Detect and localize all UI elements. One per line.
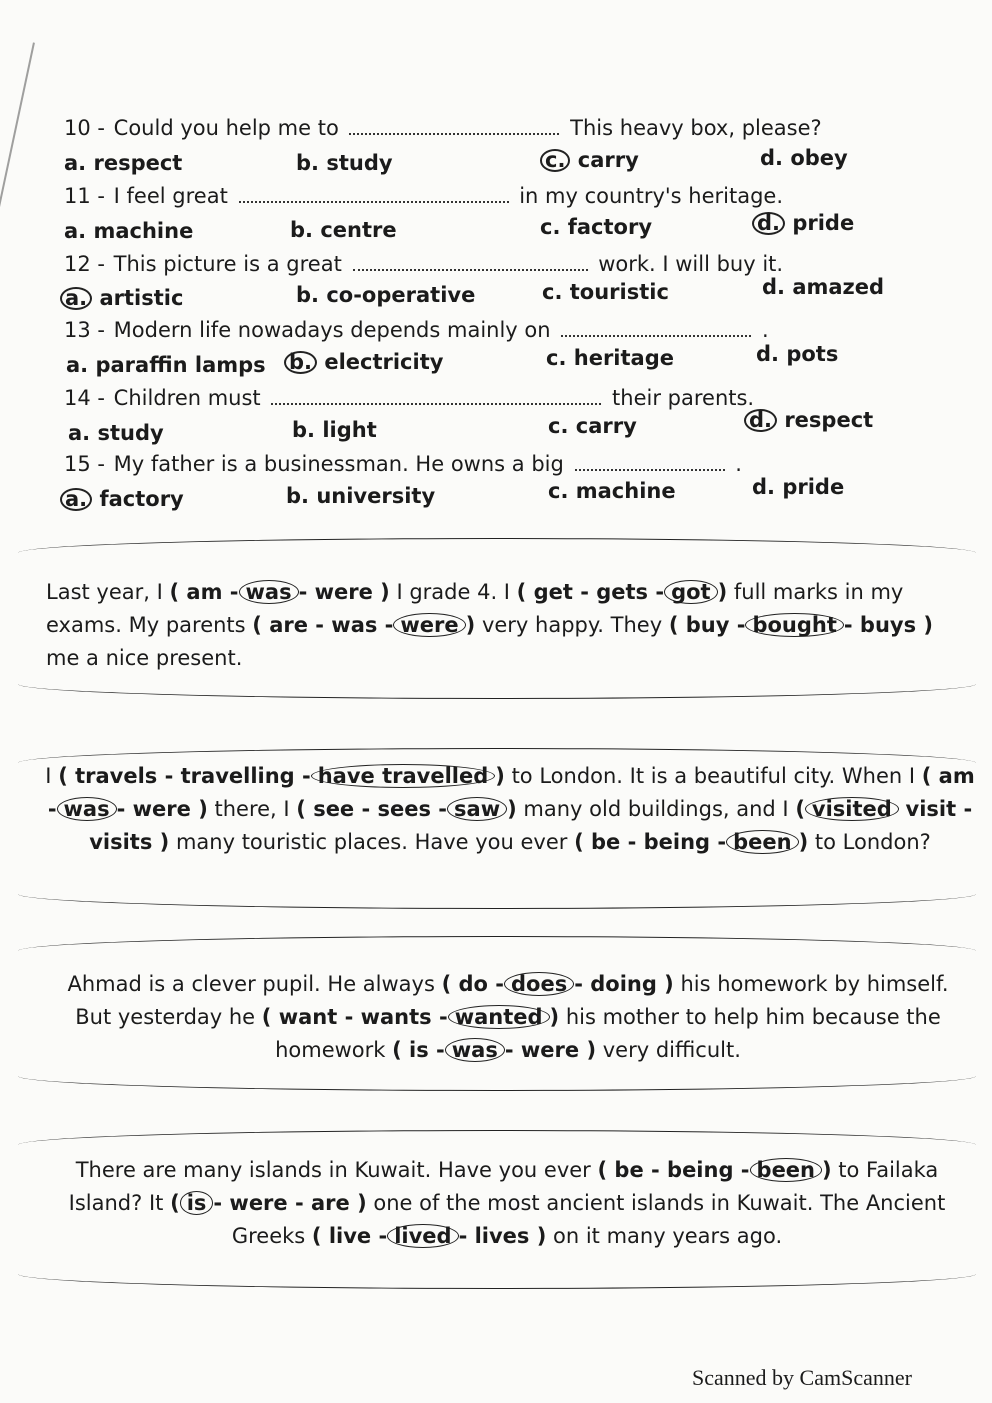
blank-line — [239, 200, 509, 203]
answer-circle: was — [239, 580, 299, 604]
option-13a: a. paraffin lamps — [66, 353, 266, 377]
question-11: 11 - I feel great in my country's heritage. — [64, 184, 783, 208]
blank-line — [561, 334, 751, 337]
option-15c: c. machine — [548, 479, 676, 503]
option-11c: c. factory — [540, 215, 653, 239]
question-10: 10 - Could you help me to This heavy box, please? — [64, 116, 822, 140]
answer-circle: bought — [745, 613, 843, 637]
option-15a: a. factory — [60, 487, 184, 511]
option-14b: b. light — [292, 418, 377, 442]
passage-4-text: There are many islands in Kuwait. Have you ever ( be - being - been ) to Failaka Island? It ( is - were - are ) one of the most ancient islands in Kuwait. The Ancient Greeks ( live - lived - lives ) on it many years ago. — [68, 1158, 946, 1248]
answer-circle: have travelled — [311, 764, 496, 788]
option-14d: d. respect — [744, 408, 873, 432]
box-top-curve — [18, 936, 976, 951]
option-12b: b. co-operative — [296, 283, 476, 307]
answer-circle: were — [393, 613, 465, 637]
question-14: 14 - Children must their parents. — [64, 386, 755, 410]
answer-circle: does — [504, 972, 574, 996]
box-top-curve — [18, 1130, 976, 1145]
option-12c: c. touristic — [542, 280, 669, 304]
answer-circle: been — [750, 1158, 822, 1182]
answer-circle: wanted — [448, 1005, 550, 1029]
answer-circle: was — [57, 797, 117, 821]
passage-box-4 — [18, 1130, 976, 1290]
scan-margin-mark — [0, 42, 35, 277]
option-13d: d. pots — [756, 342, 839, 366]
passage-box-3 — [18, 936, 976, 1092]
option-13b: b. electricity — [284, 350, 443, 374]
answer-circle: d. — [752, 212, 785, 235]
option-12a: a. artistic — [60, 286, 183, 310]
option-15b: b. university — [286, 484, 436, 508]
answer-circle: c. — [540, 149, 570, 172]
passage-box-1 — [18, 538, 976, 700]
option-10d: d. obey — [760, 146, 848, 170]
option-10a: a. respect — [64, 151, 183, 175]
question-13: 13 - Modern life nowadays depends mainly on . — [64, 318, 769, 342]
blank-line — [349, 132, 559, 135]
answer-circle: d. — [744, 409, 777, 432]
blank-line — [271, 402, 601, 405]
option-13c: c. heritage — [546, 346, 674, 370]
option-11d: d. pride — [752, 211, 854, 235]
option-14a: a. study — [68, 421, 164, 445]
question-15: 15 - My father is a businessman. He owns a big . — [64, 452, 742, 476]
answer-circle: visited — [805, 797, 899, 821]
passage-2-text: I ( travels - travelling - have travelled ) to London. It is a beautiful city. When I ( am - was - were ) there, I ( see - sees - saw ) many old buildings, and I ( visited visit - visits ) many touristic places. Have you ever ( be - being - been ) to London? — [45, 764, 975, 854]
answer-circle: was — [445, 1038, 505, 1062]
blank-line — [575, 468, 725, 471]
answer-circle: b. — [284, 351, 317, 374]
option-14c: c. carry — [548, 414, 637, 438]
answer-circle: been — [726, 830, 798, 854]
box-bottom-curve — [18, 894, 976, 909]
option-15d: d. pride — [752, 475, 845, 499]
blank-line — [353, 268, 588, 271]
question-12: 12 - This picture is a great work. I will buy it. — [64, 252, 784, 276]
box-top-curve — [18, 538, 976, 553]
answer-circle: got — [664, 580, 718, 604]
answer-circle: is — [180, 1191, 214, 1215]
answer-circle: saw — [447, 797, 507, 821]
option-11a: a. machine — [64, 219, 194, 243]
option-11b: b. centre — [290, 218, 397, 242]
passage-1-text: Last year, I ( am - was - were ) I grade 4. I ( get - gets - got ) full marks in my exams. My parents ( are - was - were ) very happy. They ( buy - bought - buys ) me a nice present. — [46, 580, 933, 670]
box-bottom-curve — [18, 1274, 976, 1289]
passage-3-text: Ahmad is a clever pupil. He always ( do - does - doing ) his homework by himself. But yesterday he ( want - wants - wanted ) his mother to help him because the homework ( is - was - were ) very difficult. — [67, 972, 949, 1062]
answer-circle: a. — [60, 287, 92, 310]
answer-circle: lived — [387, 1224, 458, 1248]
option-12d: d. amazed — [762, 275, 885, 299]
answer-circle: a. — [60, 488, 92, 511]
passage-box-2 — [18, 748, 976, 910]
option-10c: c. carry — [540, 148, 639, 172]
box-bottom-curve — [18, 1076, 976, 1091]
box-bottom-curve — [18, 684, 976, 699]
option-10b: b. study — [296, 151, 393, 175]
scanner-watermark: Scanned by CamScanner — [692, 1365, 912, 1390]
